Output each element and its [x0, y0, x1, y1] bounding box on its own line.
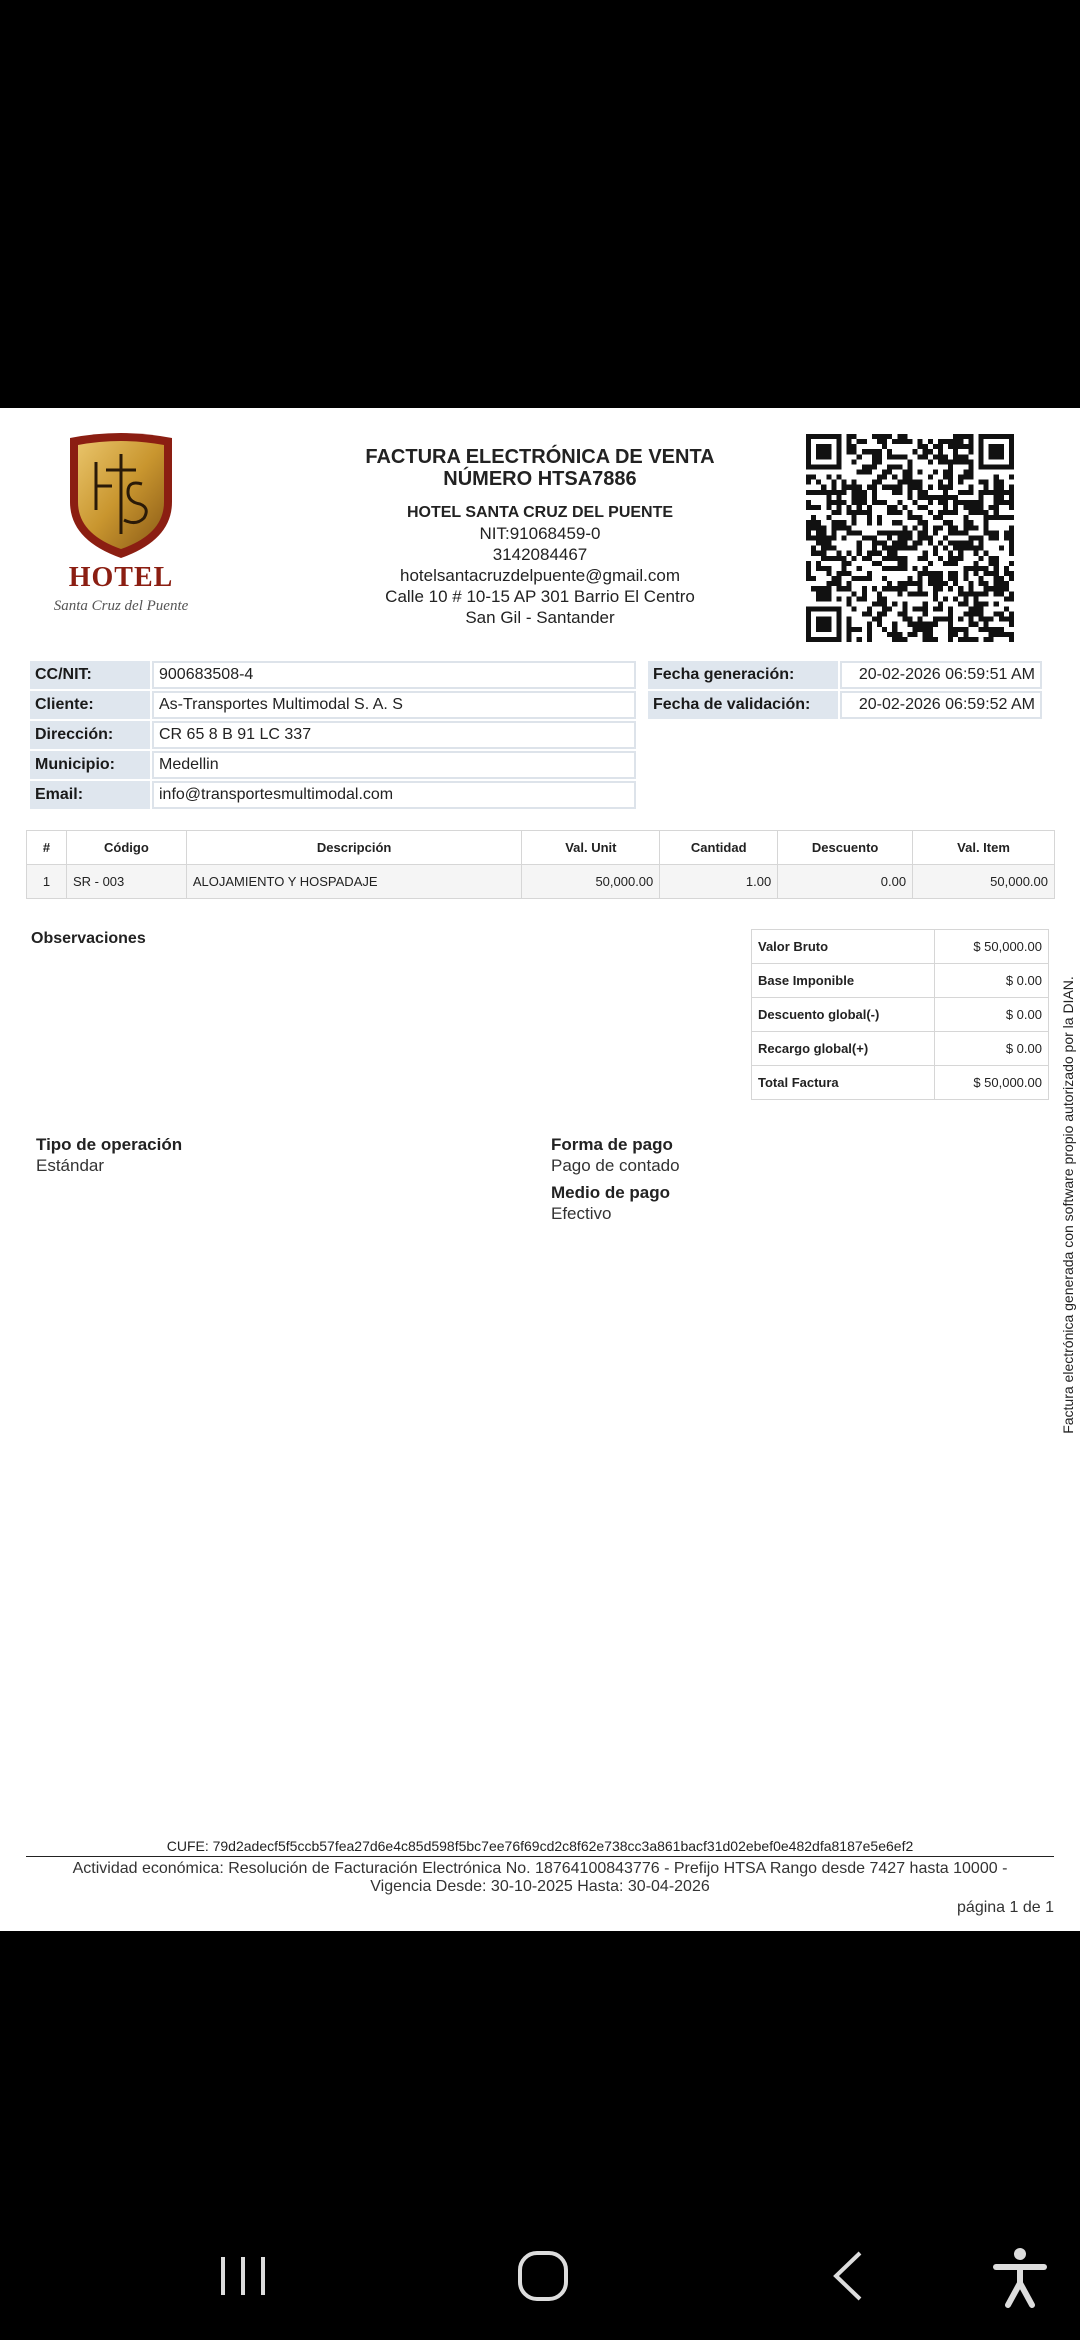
invoice-title: FACTURA ELECTRÓNICA DE VENTA: [365, 446, 715, 468]
total-row: [752, 964, 1049, 998]
accessibility-icon: [990, 2245, 1050, 2309]
total-row: [752, 1032, 1049, 1066]
payment-form-value: Pago de contado: [551, 1156, 680, 1175]
col-description: Descripción: [186, 831, 522, 865]
hotel-address: Calle 10 # 10-15 AP 301 Barrio El Centro: [385, 587, 695, 606]
operation-type-label: Tipo de operación: [36, 1135, 183, 1154]
global-surcharge: $ 0.00: [935, 1032, 1049, 1066]
generation-date-label: Fecha generación:: [648, 661, 838, 689]
items-table: [26, 830, 1055, 899]
logo-tagline: Santa Cruz del Puente: [53, 598, 189, 614]
hotel-phone: 3142084467: [492, 545, 588, 564]
item-discount: 0.00: [778, 865, 913, 899]
back-icon: [822, 2245, 872, 2305]
global-discount: $ 0.00: [935, 998, 1049, 1032]
hotel-nit: NIT:91068459-0: [479, 524, 601, 543]
col-unit-value: Val. Unit: [522, 831, 660, 865]
nit-label: CC/NIT:: [30, 661, 150, 689]
payment-method-label: Medio de pago: [551, 1183, 670, 1202]
item-description: ALOJAMIENTO Y HOSPADAJE: [186, 865, 522, 899]
total-row: [752, 1066, 1049, 1100]
logo-word: HOTEL: [68, 562, 174, 593]
client-nit: 900683508-4: [152, 661, 636, 689]
generation-date: 20-02-2026 06:59:51 AM: [840, 661, 1042, 689]
hotel-email: hotelsantacruzdelpuente@gmail.com: [400, 566, 680, 585]
validation-date-label: Fecha de validación:: [648, 691, 838, 719]
hotel-name: HOTEL SANTA CRUZ DEL PUENTE: [406, 504, 674, 521]
page-number: página 1 de 1: [957, 1899, 1054, 1916]
item-number: 1: [27, 865, 67, 899]
gross-value-label: Valor Bruto: [752, 930, 935, 964]
invoice-page: [0, 408, 1080, 1931]
client-info: [28, 659, 638, 811]
invoice-header: [330, 446, 750, 628]
accessibility-button[interactable]: [990, 2245, 1050, 2314]
system-nav-bar: [0, 2210, 1080, 2340]
invoice-total: $ 50,000.00: [935, 1066, 1049, 1100]
hotel-logo: [36, 432, 206, 628]
activity-line-2: Vigencia Desde: 30-10-2025 Hasta: 30-04-2026: [370, 1878, 710, 1895]
global-surcharge-label: Recargo global(+): [752, 1032, 935, 1066]
client-municipality: Medellin: [152, 751, 636, 779]
col-number: #: [27, 831, 67, 865]
total-row: [752, 930, 1049, 964]
qr-code-icon: [806, 434, 1014, 642]
payment-form: [551, 1134, 680, 1176]
col-quantity: Cantidad: [660, 831, 778, 865]
home-button[interactable]: [514, 2245, 574, 2310]
back-button[interactable]: [822, 2245, 872, 2310]
payment-form-label: Forma de pago: [551, 1135, 673, 1154]
home-icon: [514, 2245, 574, 2305]
taxable-base-label: Base Imponible: [752, 964, 935, 998]
recents-button[interactable]: [218, 2245, 268, 2310]
cufe-code: CUFE: 79d2adecf5f5ccb57fea27d6e4c85d598f5bc7ee76f69cd2c8f62e738cc3a861bacf31d02ebef0e482dfa8187e5e6ef2: [166, 1838, 914, 1854]
observations-title: Observaciones: [31, 930, 146, 947]
recents-icon: [218, 2245, 268, 2305]
taxable-base: $ 0.00: [935, 964, 1049, 998]
operation-type-value: Estándar: [36, 1156, 105, 1175]
payment-method-value: Efectivo: [551, 1204, 612, 1223]
item-unit-value: 50,000.00: [522, 865, 660, 899]
total-row: [752, 998, 1049, 1032]
global-discount-label: Descuento global(-): [752, 998, 935, 1032]
client-email: info@transportesmultimodal.com: [152, 781, 636, 809]
economic-activity: [26, 1860, 1054, 1896]
item-value: 50,000.00: [913, 865, 1055, 899]
invoice-number: NÚMERO HTSA7886: [443, 468, 637, 490]
qr-code: [806, 434, 1014, 642]
col-discount: Descuento: [778, 831, 913, 865]
items-header-row: [27, 831, 1055, 865]
activity-line-1: Actividad económica: Resolución de Facturación Electrónica No. 18764100843776 - Prefijo HTSA Rango desde 7427 hasta 10000 -: [72, 1860, 1008, 1877]
table-row: [27, 865, 1055, 899]
address-label: Dirección:: [30, 721, 150, 749]
item-code: SR - 003: [66, 865, 186, 899]
operation-type: [36, 1134, 182, 1176]
municipality-label: Municipio:: [30, 751, 150, 779]
client-label: Cliente:: [30, 691, 150, 719]
email-label: Email:: [30, 781, 150, 809]
item-quantity: 1.00: [660, 865, 778, 899]
payment-method: [551, 1182, 670, 1224]
col-code: Código: [66, 831, 186, 865]
gross-value: $ 50,000.00: [935, 930, 1049, 964]
col-item-value: Val. Item: [913, 831, 1055, 865]
shield-crest-icon: [36, 432, 206, 562]
client-address: CR 65 8 B 91 LC 337: [152, 721, 636, 749]
validation-date: 20-02-2026 06:59:52 AM: [840, 691, 1042, 719]
totals-table: [751, 929, 1049, 1100]
footer-divider: [26, 1856, 1054, 1857]
invoice-total-label: Total Factura: [752, 1066, 935, 1100]
dian-note-text: Factura electrónica generada con software propio autorizado por la DIAN.: [1059, 976, 1076, 1434]
invoice-dates: [646, 659, 1044, 721]
hotel-city: San Gil - Santander: [465, 608, 615, 627]
client-name: As-Transportes Multimodal S. A. S: [152, 691, 636, 719]
